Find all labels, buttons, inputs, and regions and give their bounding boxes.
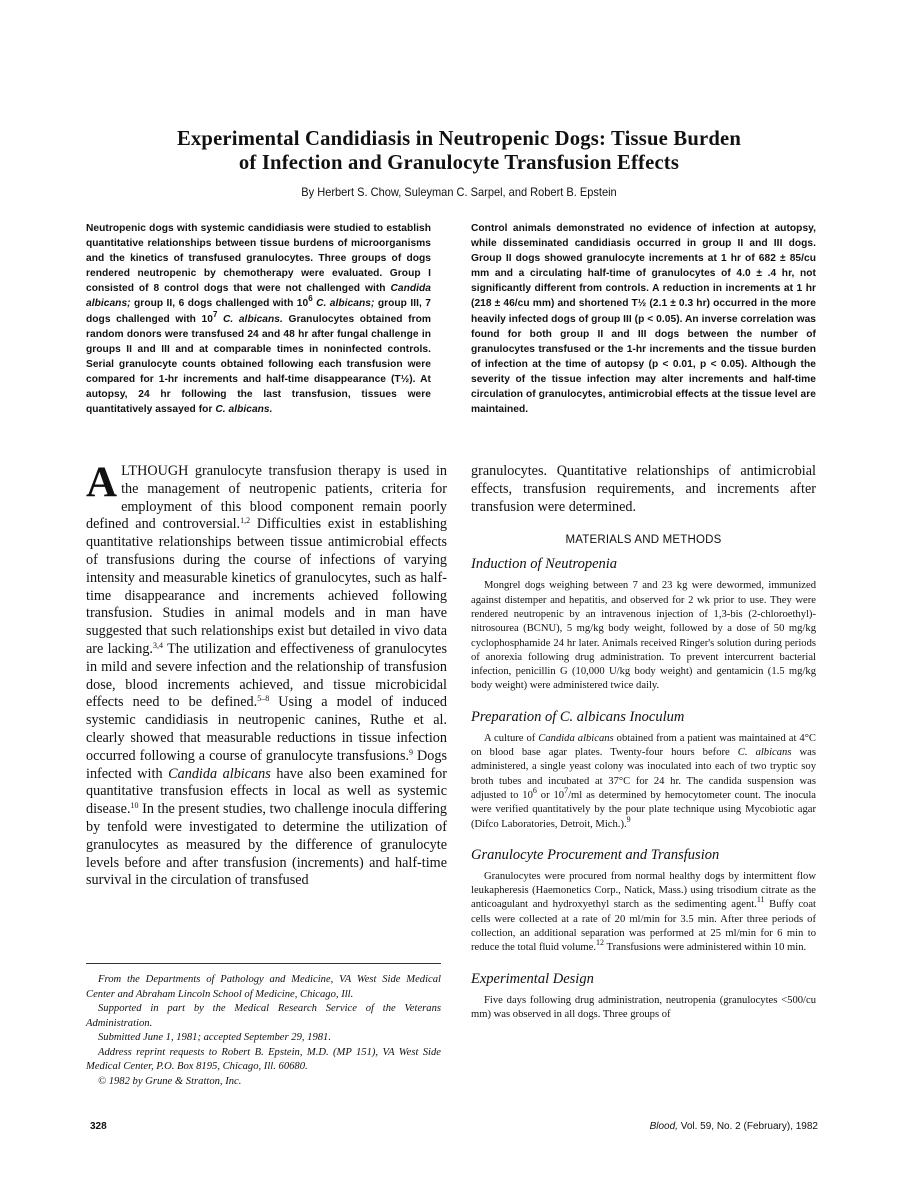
intro-paragraph [86, 459, 448, 890]
abstract-text: group II, 6 dogs challenged with 10 [130, 298, 309, 310]
footnote-affiliation: From the Departments of Pathology and Medicine, VA West Side Medical Center and Abraham Lincoln School of Medicine, Chicago, Ill. [86, 974, 441, 1000]
footnote-support: Supported in part by the Medical Research Service of the Veterans Administration. [86, 1003, 441, 1029]
text: or 10 [536, 789, 565, 801]
intro-text: Using a model of induced systemic candidiasis in neutropenic canines, Ruthe et al. clearly showed that measurable reductions in tissue infection occurred following a course of granulocyte transfusions. [86, 694, 447, 764]
citation-ref: 9 [409, 747, 414, 757]
text: Granulocytes were procured from normal healthy dogs by intermittent flow leukapheresis (Haemonetics Corp., Natick, Mass.) using trisodium citrate as the anticoagulant and hydroxyethyl starch as the sedimenting agent. [471, 870, 816, 911]
text: A culture of [484, 732, 539, 744]
intro-continued: granulocytes. Quantitative relationships of antimicrobial effects, transfusion requirements, and increments after transfusion were determined. [471, 463, 816, 515]
subsection-text [471, 732, 816, 832]
subsection-text [471, 870, 816, 956]
subsection-neutropenia [471, 555, 816, 693]
journal-issue: Vol. 59, No. 2 (February), 1982 [677, 1121, 818, 1132]
subsection-granulocyte-procurement [471, 846, 816, 956]
intro-text: In the present studies, two challenge inocula differing by tenfold were investigated to determine the utilization of granulocytes as measured by the difference of granulocyte levels before and after transfusion (increments) and half-time survival in the circulation of transfused [86, 801, 447, 889]
text: obtained from a patient was maintained at 4°C on blood base agar plates. Twenty-four hours before [471, 732, 816, 759]
citation-ref: 3,4 [152, 640, 163, 650]
subsection-text: Mongrel dogs weighing between 7 and 23 kg were dewormed, immunized against distemper and hepatitis, and observed for 2 wk prior to use. They were rendered neutropenic by an intravenous injection of 1,3-bis (2-chloroethyl)-nitrosourea (BCNU), 5 mg/kg body weight, followed by a dose of 50 mg/kg cyclophosphamide 24 hr later. Animals received Ringer's solution during periods of anorexia following drug administration. To prevent intercurrent bacterial infection, penicillin G (10,000 U/kg body weight) and gentamicin (1.5 mg/kg body weight) were administered twice daily. [471, 580, 816, 692]
subsection-experimental-design [471, 970, 816, 1023]
abstract-text: group III, 7 dogs challenged with 10 [86, 298, 431, 325]
subsection-inoculum [471, 708, 816, 832]
subsection-text: Five days following drug administration, neutropenia (granulocytes <500/cu mm) was observed in all dogs. Three groups of [471, 994, 816, 1020]
intro-italic: Candida albicans [168, 765, 271, 782]
abstract-italic-text: C. albicans. [217, 313, 283, 325]
abstract-left-column [86, 221, 431, 417]
footnote-divider [86, 963, 441, 964]
intro-text: Dogs infected with [86, 747, 447, 782]
footnote-dates: Submitted June 1, 1981; accepted September 29, 1981. [98, 1032, 332, 1043]
drop-cap: A [86, 459, 118, 506]
text: Buffy coat cells were collected at a rate of 20 ml/min for 3.5 min. After three periods of collection, an additional separation was performed at 25 ml/min for 6 min to reduce the total fluid volume. [471, 899, 816, 954]
abstract-paragraph [86, 221, 431, 417]
abstract-italic-text: Candida albicans; [86, 283, 431, 310]
subsection-title: Preparation of C. albicans Inoculum [471, 708, 685, 725]
title-line-2: of Infection and Granulocyte Transfusion Effects [238, 150, 680, 174]
superscript: 6 [308, 294, 313, 304]
citation-ref: 10 [130, 801, 139, 811]
intro-text: The utilization and effectiveness of granulocytes in mild and severe infection and the relationship of transfusion dose, blood increments achieved, and tissue microbicidal effects need to be defined. [86, 640, 447, 711]
footnotes [86, 973, 441, 1089]
abstract-text: Neutropenic dogs with systemic candidiasis were studied to establish quantitative relationships between tissue burdens of microorganisms and the kinetics of transfused granulocytes. Three groups of dogs rendered neutropenic by chemotherapy were evaluated. Group I consisted of 8 control dogs that were not challenged with [86, 223, 431, 295]
abstract-italic-text: C. albicans; [312, 298, 375, 310]
italic-text: Candida albicans [538, 732, 614, 744]
author-byline: By Herbert S. Chow, Suleyman C. Sarpel, and Robert B. Epstein [301, 185, 617, 199]
journal-citation [650, 1121, 818, 1132]
citation-ref: 11 [756, 895, 765, 905]
journal-name: Blood, [649, 1121, 678, 1132]
abstract-paragraph: Control animals demonstrated no evidence of infection at autopsy, while disseminated candidiasis occurred in group II and III dogs. Group II dogs showed granulocyte increments at 1 hr of 682 ± 85/cu mm and a circulating half-time of granulocytes of 4.0 ± .4 hr, not significantly different from controls. A reduction in increments at 1 hr (218 ± 46/cu mm) and shortened T½ (2.1 ± 0.3 hr) occurred in the more heavily infected dogs of group III (p < 0.05). An inverse correlation was found for both group II and III dogs between the number of granulocytes transfused or the 1-hr increments and the tissue burden of infection at the time of autopsy (p < 0.01, p < 0.05). Although the severity of the tissue infection may alter increments and half-time circulation of granulocytes, antimicrobial effects at the tissue level are maintained. [471, 223, 816, 416]
subsection-title: Experimental Design [471, 970, 594, 987]
footnote-copyright: © 1982 by Grune & Stratton, Inc. [98, 1075, 242, 1087]
intro-lead: LTHOUGH [121, 463, 189, 479]
abstract-right-column [471, 221, 816, 417]
superscript: 7 [212, 309, 218, 319]
section-heading-methods: MATERIALS AND METHODS [565, 534, 722, 547]
citation-ref: 12 [596, 938, 605, 948]
footnote-reprints: Address reprint requests to Robert B. Epstein, M.D. (MP 151), VA West Side Medical Center, P.O. Box 8195, Chicago, Ill. 60680. [86, 1046, 441, 1072]
citation-ref: 5–8 [257, 694, 270, 704]
text: was administered, a single yeast colony was inoculated into each of two tryptic soy broth tubes and incubated at 37°C for 24 hr. The candida suspension was adjusted to 10 [471, 747, 817, 801]
subsection-title: Induction of Neutropenia [471, 556, 618, 573]
article-title [18, 126, 899, 174]
intro-text: have also been examined for quantitative transfusion effects in local as well as systemic disease. [86, 765, 447, 818]
intro-text: granulocyte transfusion therapy is used in the management of neutropenic patients, criteria for employment of this blood component remain poorly defined and controversial. [86, 463, 447, 533]
title-line-1: Experimental Candidiasis in Neutropenic Dogs: Tissue Burden [176, 126, 742, 150]
italic-text: C. albicans [737, 747, 792, 759]
text: Transfusions were administered within 10 min. [604, 942, 807, 954]
superscript: 6 [532, 785, 537, 795]
citation-ref: 9 [626, 814, 631, 824]
abstract-italic-text: C. albicans. [215, 404, 273, 416]
text: /ml as determined by hemocytometer count. The inocula were verified quantitatively by the pour plate technique using Mycobiotic agar (Difco Laboratories, Detroit, Mich.). [471, 789, 816, 830]
abstract-text: Granulocytes obtained from random donors were transfused 24 and 48 hr after fungal challenge in groups II and III and at comparable times in noninfected controls. Serial granulocyte counts obtained following each transfusion were compared for 1-hr increments and half-time disappearance (T½). At autopsy, 24 hr following the last transfusion, tissues were quantitatively assayed for [86, 313, 431, 416]
subsection-title: Granulocyte Procurement and Transfusion [471, 846, 720, 863]
intro-left-column [86, 459, 448, 890]
intro-text: Difficulties exist in establishing quantitative relationships between tissue antimicrobial effects of transfusions during the course of infections of varying intensity and measurable kinetics of granulocytes, such as half-time disappearance and increments achieved following transfusion. Studies in animal models and in man have suggested that such relationships exist but detailed in vivo data are lacking. [86, 516, 448, 657]
page-number: 328 [90, 1121, 107, 1132]
citation-ref: 1,2 [240, 516, 251, 526]
superscript: 7 [564, 785, 569, 795]
right-body-column [471, 463, 816, 1036]
